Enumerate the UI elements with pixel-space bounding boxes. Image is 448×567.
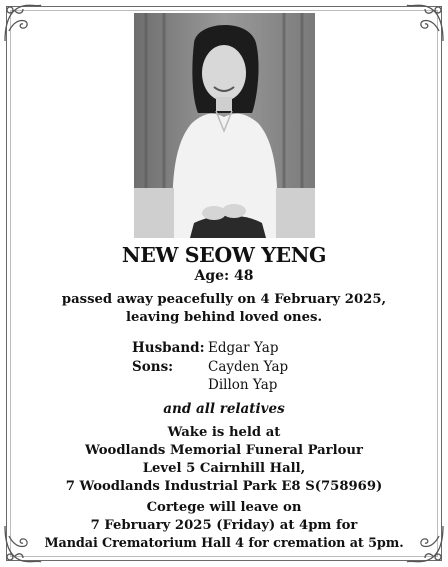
announcement-line-2: leaving behind loved ones. xyxy=(125,310,323,325)
cortege-line-1: Cortege will leave on xyxy=(146,500,302,515)
wake-line-1: Wake is held at xyxy=(167,425,281,440)
deceased-name: NEW SEOW YENG xyxy=(121,243,327,267)
announcement-line-1: passed away peacefully on 4 February 2025, xyxy=(61,292,387,307)
wake-line-3: Level 5 Cairnhill Hall, xyxy=(142,461,306,476)
deceased-age: Age: 48 xyxy=(194,268,254,284)
cortege-line-2: 7 February 2025 (Friday) at 4pm for xyxy=(90,518,358,533)
wake-line-4: 7 Woodlands Industrial Park E8 S(758969) xyxy=(65,479,383,494)
son-name: Cayden Yap xyxy=(208,359,289,375)
husband-label: Husband: xyxy=(132,340,205,356)
son-name: Dillon Yap xyxy=(208,377,278,393)
ornament-corner-top-right-icon xyxy=(403,1,447,45)
portrait-photo xyxy=(134,13,315,238)
sons-label: Sons: xyxy=(132,359,174,375)
wake-line-2: Woodlands Memorial Funeral Parlour xyxy=(85,443,363,458)
cortege-line-3: Mandai Crematorium Hall 4 for cremation at 5pm. xyxy=(44,536,404,551)
husband-name: Edgar Yap xyxy=(208,340,279,356)
ornament-corner-top-left-icon xyxy=(1,1,45,45)
relatives-line: and all relatives xyxy=(163,401,285,417)
